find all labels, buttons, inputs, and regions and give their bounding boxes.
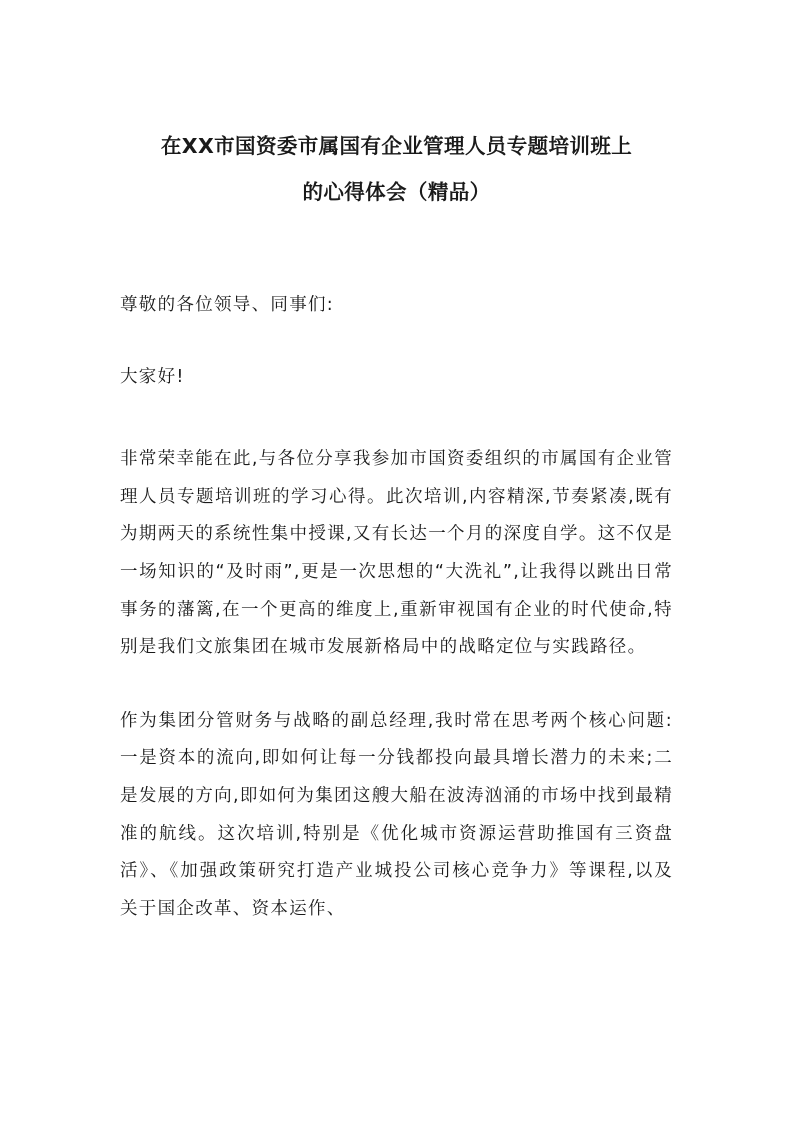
document-title <box>120 0 673 215</box>
salutation: 大家好! <box>120 366 185 387</box>
title-line-2: 的心得体会（精品） <box>302 180 491 204</box>
body-paragraph-1: 非常荣幸能在此,与各位分享我参加市国资委组织的市属国有企业管理人员专题培训班的学习心得。此次培训,内容精深,节奏紧凑,既有为期两天的系统性集中授课,又有长达一个月的深度自学。这不仅是一场知识的“及时雨”,更是一次思想的“大洗礼”,让我得以跳出日常事务的藩篱,在一个更高的维度上,重新审视国有企业的时代使命,特别是我们文旅集团在城市发展新格局中的战略定位与实践路径。 <box>120 449 673 658</box>
greeting: 尊敬的各位领导、同事们: <box>120 295 334 315</box>
title-line-1: 在XX市国资委市属国有企业管理人员专题培训班上 <box>160 134 633 158</box>
body-paragraph-2: 作为集团分管财务与战略的副总经理,我时常在思考两个核心问题:一是资本的流向,即如何让每一分钱都投向最具增长潜力的未来;二是发展的方向,即如何为集团这艘大船在波涛汹涌的市场中找到最精准的航线。这次培训,特别是《优化城市资源运营助推国有三资盘活》、《加强政策研究打造产业城投公司核心竞争力》等课程,以及关于国企改革、资本运作、 <box>120 710 673 919</box>
